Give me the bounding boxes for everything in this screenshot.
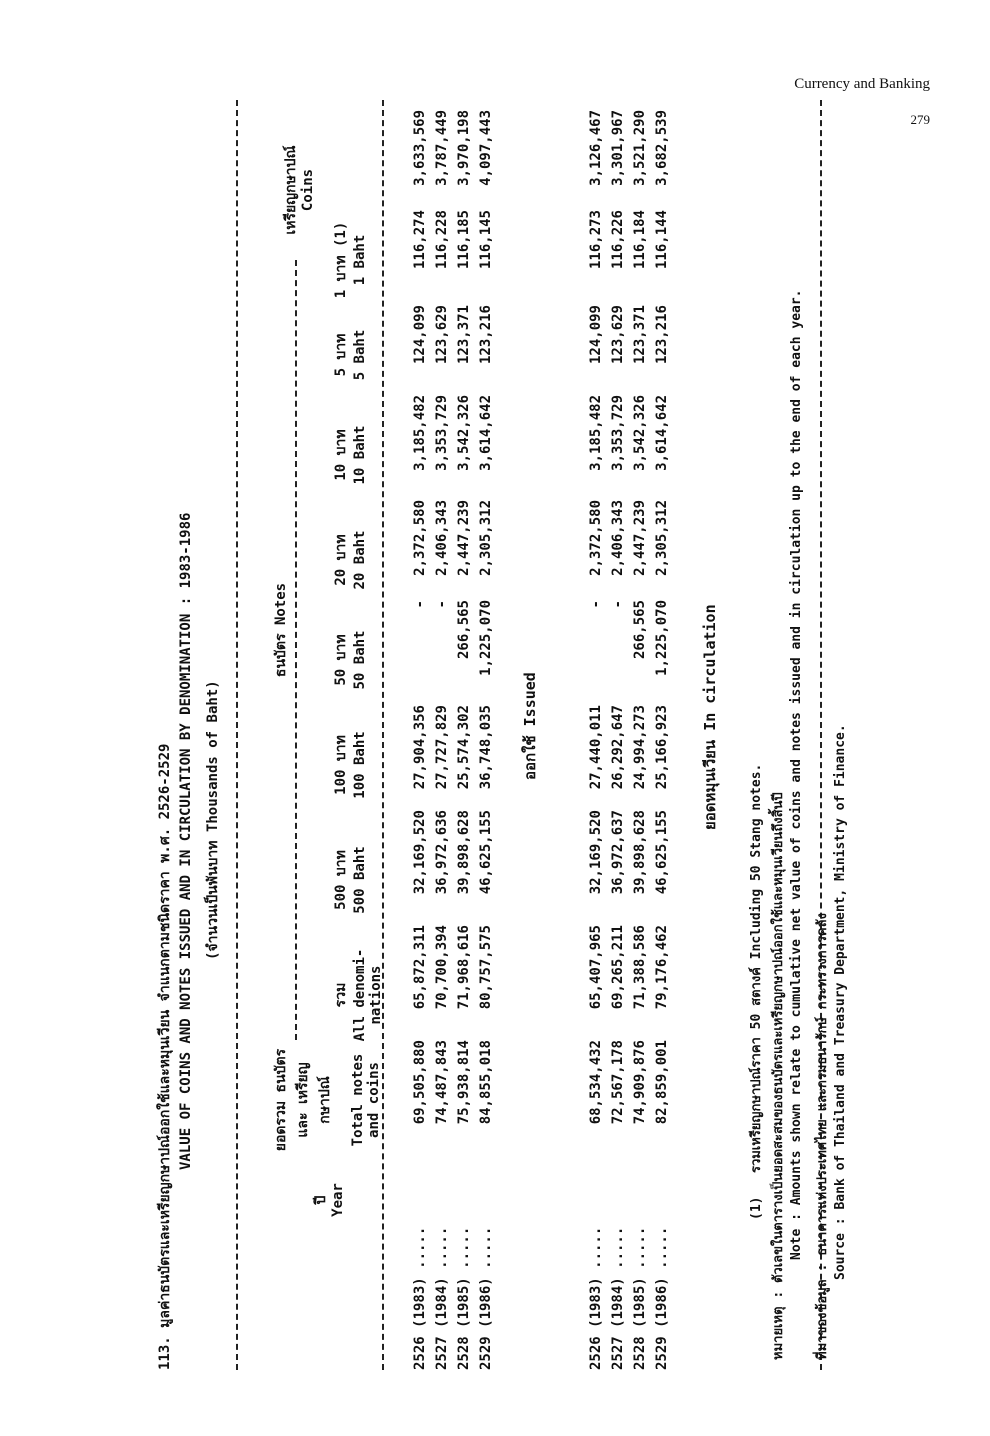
issued-cell: 116,185 — [456, 210, 472, 270]
col-header-3-th: 100 บาท — [333, 735, 349, 795]
circulation-cell: 3,353,729 — [610, 395, 626, 471]
issued-cell: 266,565 — [456, 600, 472, 660]
rule-top — [236, 100, 238, 1370]
issued-cell: 74,487,843 — [434, 1040, 450, 1125]
rule-header — [382, 100, 384, 1370]
circulation-cell: 2,372,580 — [588, 500, 604, 576]
circulation-cell: 2529 (1986) ..... — [654, 1226, 670, 1370]
group-coins-en: Coins — [300, 168, 316, 212]
col-header-3-en: 100 Baht — [352, 731, 368, 799]
notes-block — [745, 100, 895, 1360]
issued-cell: 3,185,482 — [412, 395, 428, 471]
circulation-cell: 1,225,070 — [654, 600, 670, 676]
remark-en: Note : Amounts shown relate to cumulative net value of coins and notes issued and in circulation up to the end of each year. — [789, 289, 804, 1260]
issued-cell: 46,625,155 — [478, 810, 494, 895]
circulation-cell: 2,406,343 — [610, 500, 626, 576]
circulation-cell: 116,273 — [588, 210, 604, 270]
issued-cell: 25,574,302 — [456, 705, 472, 790]
col-header-8-en: 1 Baht — [352, 234, 368, 286]
source-en: Source : Bank of Thailand and Treasury Department, Ministry of Finance. — [833, 724, 848, 1280]
issued-cell: 2528 (1985) ..... — [456, 1226, 472, 1370]
issued-cell: 84,855,018 — [478, 1040, 494, 1125]
issued-cell: 123,629 — [434, 305, 450, 365]
col-header-6-en: 10 Baht — [352, 425, 368, 485]
circulation-cell: 25,166,923 — [654, 705, 670, 790]
issued-cell: 2,372,580 — [412, 500, 428, 576]
col-header-1-th: รวม — [333, 982, 349, 1008]
section-circulation-label: ยอดหมุนเวียน In circulation — [701, 604, 719, 830]
page-number: 279 — [910, 112, 930, 127]
circulation-cell: 124,099 — [588, 305, 604, 365]
footnote-1: (1) รวมเหรียญกษาปณ์ราคา 50 สตางค์ Including 50 Stang notes. — [749, 763, 764, 1220]
issued-cell: 2,305,312 — [478, 500, 494, 576]
issued-cell: 2526 (1983) ..... — [412, 1226, 428, 1370]
circulation-cell: 123,629 — [610, 305, 626, 365]
col-total-th: ยอดรวม ธนบัตร และ เหรียญกษาปณ์ — [273, 1048, 333, 1152]
issued-cell: 71,968,616 — [456, 925, 472, 1010]
circulation-cell: 36,972,637 — [610, 810, 626, 895]
circulation-cell: 2,305,312 — [654, 500, 670, 576]
circulation-cell: 71,388,586 — [632, 925, 648, 1010]
circulation-cell: 2,447,239 — [632, 500, 648, 576]
circulation-cell: 24,994,273 — [632, 705, 648, 790]
circulation-cell: 46,625,155 — [654, 810, 670, 895]
remark-th: หมายเหตุ : ตัวเลขในตารางเป็นยอดสะสมของธนบัตรและเหรียญกษาปณ์ออกใช้และหมุนเวียนถึงสิ้นปี — [771, 792, 786, 1360]
col-header-4-th: 50 บาท — [333, 634, 349, 686]
circulation-cell: 2527 (1984) ..... — [610, 1226, 626, 1370]
circulation-cell: 82,859,001 — [654, 1040, 670, 1125]
issued-cell: 32,169,520 — [412, 810, 428, 895]
table-unit: (จำนวนเป็นพันบาท Thousands of Baht) — [205, 680, 221, 960]
circulation-cell: 116,184 — [632, 210, 648, 270]
header-section-title: Currency and Banking — [794, 76, 930, 92]
circulation-cell: - — [610, 600, 626, 609]
issued-cell: 3,970,198 — [456, 110, 472, 186]
col-header-5-en: 20 Baht — [352, 530, 368, 590]
circulation-cell: 72,567,178 — [610, 1040, 626, 1125]
section-issued-label: ออกใช้ Issued — [521, 672, 539, 780]
issued-cell: 65,872,311 — [412, 925, 428, 1010]
circulation-cell: 266,565 — [632, 600, 648, 660]
issued-cell: 2,447,239 — [456, 500, 472, 576]
issued-cell: 123,371 — [456, 305, 472, 365]
circulation-cell: - — [588, 600, 604, 609]
col-header-6-th: 10 บาท — [333, 429, 349, 481]
col-header-8-th: 1 บาท (1) — [333, 221, 349, 299]
circulation-cell: 79,176,462 — [654, 925, 670, 1010]
source-th: ที่มาของข้อมูล : ธนาคารแห่งประเทศไทย และกรมธนารักษ์ กระทรวงการคลัง — [815, 913, 830, 1360]
issued-cell: 3,614,642 — [478, 395, 494, 471]
circulation-cell: 3,301,967 — [610, 110, 626, 186]
issued-cell: 124,099 — [412, 305, 428, 365]
col-header-5-th: 20 บาท — [333, 534, 349, 586]
col-year-en: Year — [330, 1183, 346, 1217]
issued-cell: 3,633,569 — [412, 110, 428, 186]
issued-cell: 3,542,326 — [456, 395, 472, 471]
circulation-cell: 27,440,011 — [588, 705, 604, 790]
circulation-cell: 2528 (1985) ..... — [632, 1226, 648, 1370]
group-coins-th: เหรียญกษาปณ์ — [283, 145, 299, 235]
circulation-cell: 3,185,482 — [588, 395, 604, 471]
issued-cell: - — [412, 600, 428, 609]
circulation-cell: 69,265,211 — [610, 925, 626, 1010]
issued-cell: 39,898,628 — [456, 810, 472, 895]
circulation-cell: 3,542,326 — [632, 395, 648, 471]
col-header-2-th: 500 บาท — [333, 850, 349, 910]
circulation-cell: 74,909,876 — [632, 1040, 648, 1125]
issued-cell: 4,097,443 — [478, 110, 494, 186]
circulation-cell: 123,216 — [654, 305, 670, 365]
circulation-cell: 39,898,628 — [632, 810, 648, 895]
issued-cell: 70,700,394 — [434, 925, 450, 1010]
issued-cell: 27,727,829 — [434, 705, 450, 790]
circulation-cell: 65,407,965 — [588, 925, 604, 1010]
group-notes: ธนบัตร Notes — [273, 582, 289, 678]
col-header-1-en: All denomi- nations — [352, 948, 384, 1042]
issued-cell: 1,225,070 — [478, 600, 494, 676]
col-header-7-th: 5 บาท — [333, 333, 349, 377]
circulation-cell: 26,292,647 — [610, 705, 626, 790]
col-total-en: Total notes and coins — [350, 1053, 382, 1147]
issued-cell: 123,216 — [478, 305, 494, 365]
col-header-7-en: 5 Baht — [352, 329, 368, 381]
issued-cell: 80,757,575 — [478, 925, 494, 1010]
issued-cell: 3,787,449 — [434, 110, 450, 186]
circulation-cell: 123,371 — [632, 305, 648, 365]
issued-cell: 116,145 — [478, 210, 494, 270]
rule-notes — [295, 260, 297, 1040]
circulation-cell: 3,521,290 — [632, 110, 648, 186]
circulation-cell: 3,614,642 — [654, 395, 670, 471]
col-header-2-en: 500 Baht — [352, 846, 368, 914]
issued-cell: 3,353,729 — [434, 395, 450, 471]
issued-cell: 2527 (1984) ..... — [434, 1226, 450, 1370]
issued-cell: 2529 (1986) ..... — [478, 1226, 494, 1370]
circulation-cell: 2526 (1983) ..... — [588, 1226, 604, 1370]
col-year-th: ปี — [313, 1195, 329, 1205]
issued-cell: 69,505,880 — [412, 1040, 428, 1125]
circulation-cell: 3,682,539 — [654, 110, 670, 186]
issued-cell: 36,972,636 — [434, 810, 450, 895]
issued-cell: - — [434, 600, 450, 609]
issued-cell: 36,748,035 — [478, 705, 494, 790]
table-title-th: 113. มูลค่าธนบัตรและเหรียญกษาปณ์ออกใช้และหมุนเวียน จำแนกตามชนิดราคา พ.ศ. 2526-2529 — [157, 743, 173, 1370]
col-header-4-en: 50 Baht — [352, 630, 368, 690]
issued-cell: 116,228 — [434, 210, 450, 270]
circulation-cell: 68,534,432 — [588, 1040, 604, 1125]
issued-cell: 75,938,814 — [456, 1040, 472, 1125]
issued-cell: 116,274 — [412, 210, 428, 270]
circulation-cell: 116,144 — [654, 210, 670, 270]
circulation-cell: 116,226 — [610, 210, 626, 270]
circulation-cell: 3,126,467 — [588, 110, 604, 186]
table-title-en: VALUE OF COINS AND NOTES ISSUED AND IN CIRCULATION BY DENOMINATION : 1983-1986 — [178, 512, 194, 1170]
circulation-cell: 32,169,520 — [588, 810, 604, 895]
issued-cell: 27,904,356 — [412, 705, 428, 790]
issued-cell: 2,406,343 — [434, 500, 450, 576]
